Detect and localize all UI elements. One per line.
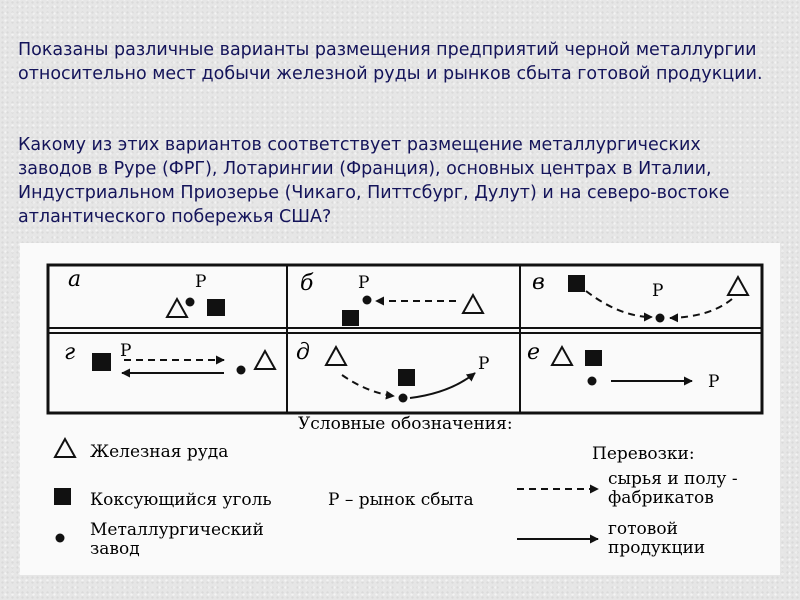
market-label: Р <box>195 272 207 292</box>
coking-coal-icon <box>342 310 359 326</box>
metallurgical-plant-icon <box>186 298 195 307</box>
panel-e-letter: е <box>527 340 541 365</box>
panel-d <box>296 340 489 403</box>
market-label: Р <box>478 354 490 374</box>
metallurgical-plant-icon <box>363 296 372 305</box>
coking-coal-icon <box>92 353 111 371</box>
question-prompt: Какому из этих вариантов соответствует размещение металлургических заводов в Руре (ФРГ), Лотарингии (Франция), основных центрах в Италии, Индустриальном Приозерье (Чикаго, Питтсбург, Дулут) и на северо-востоке атлантического побережья США? <box>18 135 730 227</box>
legend-plant-line2: завод <box>90 539 140 559</box>
raw-transport-arrow <box>586 291 652 317</box>
legend-finished-line2: продукции <box>608 538 706 558</box>
legend-finished-line1: готовой <box>608 519 678 539</box>
raw-transport-arrow <box>670 299 732 318</box>
panel-a-letter: а <box>68 267 82 292</box>
iron-ore-icon <box>463 295 483 313</box>
legend-market: Р – рынок сбыта <box>328 490 474 510</box>
coking-coal-icon <box>398 369 415 386</box>
metallurgical-plant-icon <box>588 377 597 386</box>
legend-coking-coal: Коксующийся уголь <box>90 490 272 510</box>
panel-g-letter: г <box>64 340 76 365</box>
legend-raw-line2: фабрикатов <box>608 488 714 508</box>
legend-transport-title: Перевозки: <box>592 444 695 464</box>
finished-product-arrow <box>410 373 475 398</box>
panel-e <box>527 340 719 392</box>
coking-coal-icon <box>207 299 225 316</box>
iron-ore-icon <box>552 347 572 365</box>
question-intro: Показаны различные варианты размещения предприятий черной металлургии относительно мест добычи железной руды и рынков сбыта готовой продукции. <box>18 40 763 84</box>
coking-coal-icon <box>568 275 585 292</box>
legend-raw-line1: сырья и полу - <box>608 469 738 489</box>
metallurgical-plant-icon <box>56 534 65 543</box>
iron-ore-icon <box>167 299 187 317</box>
panel-d-letter: д <box>296 340 310 365</box>
legend-plant-line1: Металлургический <box>90 520 264 540</box>
coking-coal-icon <box>585 350 602 366</box>
panel-b <box>300 271 483 326</box>
panel-v-letter: в <box>532 270 545 295</box>
metallurgical-plant-icon <box>237 366 246 375</box>
coking-coal-icon <box>54 488 71 505</box>
iron-ore-icon <box>728 277 748 295</box>
market-label: Р <box>708 372 720 392</box>
metallurgical-plant-icon <box>399 394 408 403</box>
panel-b-letter: б <box>300 271 314 296</box>
iron-ore-icon <box>255 351 275 369</box>
iron-ore-icon <box>326 347 346 365</box>
iron-ore-icon <box>55 439 75 457</box>
placement-diagram <box>20 243 780 575</box>
legend <box>54 414 738 559</box>
raw-transport-arrow <box>342 375 394 396</box>
panel-g <box>64 340 275 375</box>
market-label: Р <box>120 341 132 361</box>
legend-iron-ore: Железная руда <box>90 442 229 462</box>
metallurgical-plant-icon <box>656 314 665 323</box>
panel-a <box>68 267 225 317</box>
market-label: Р <box>652 281 664 301</box>
panel-v <box>532 270 748 323</box>
market-label: Р <box>358 273 370 293</box>
legend-title: Условные обозначения: <box>298 414 513 434</box>
